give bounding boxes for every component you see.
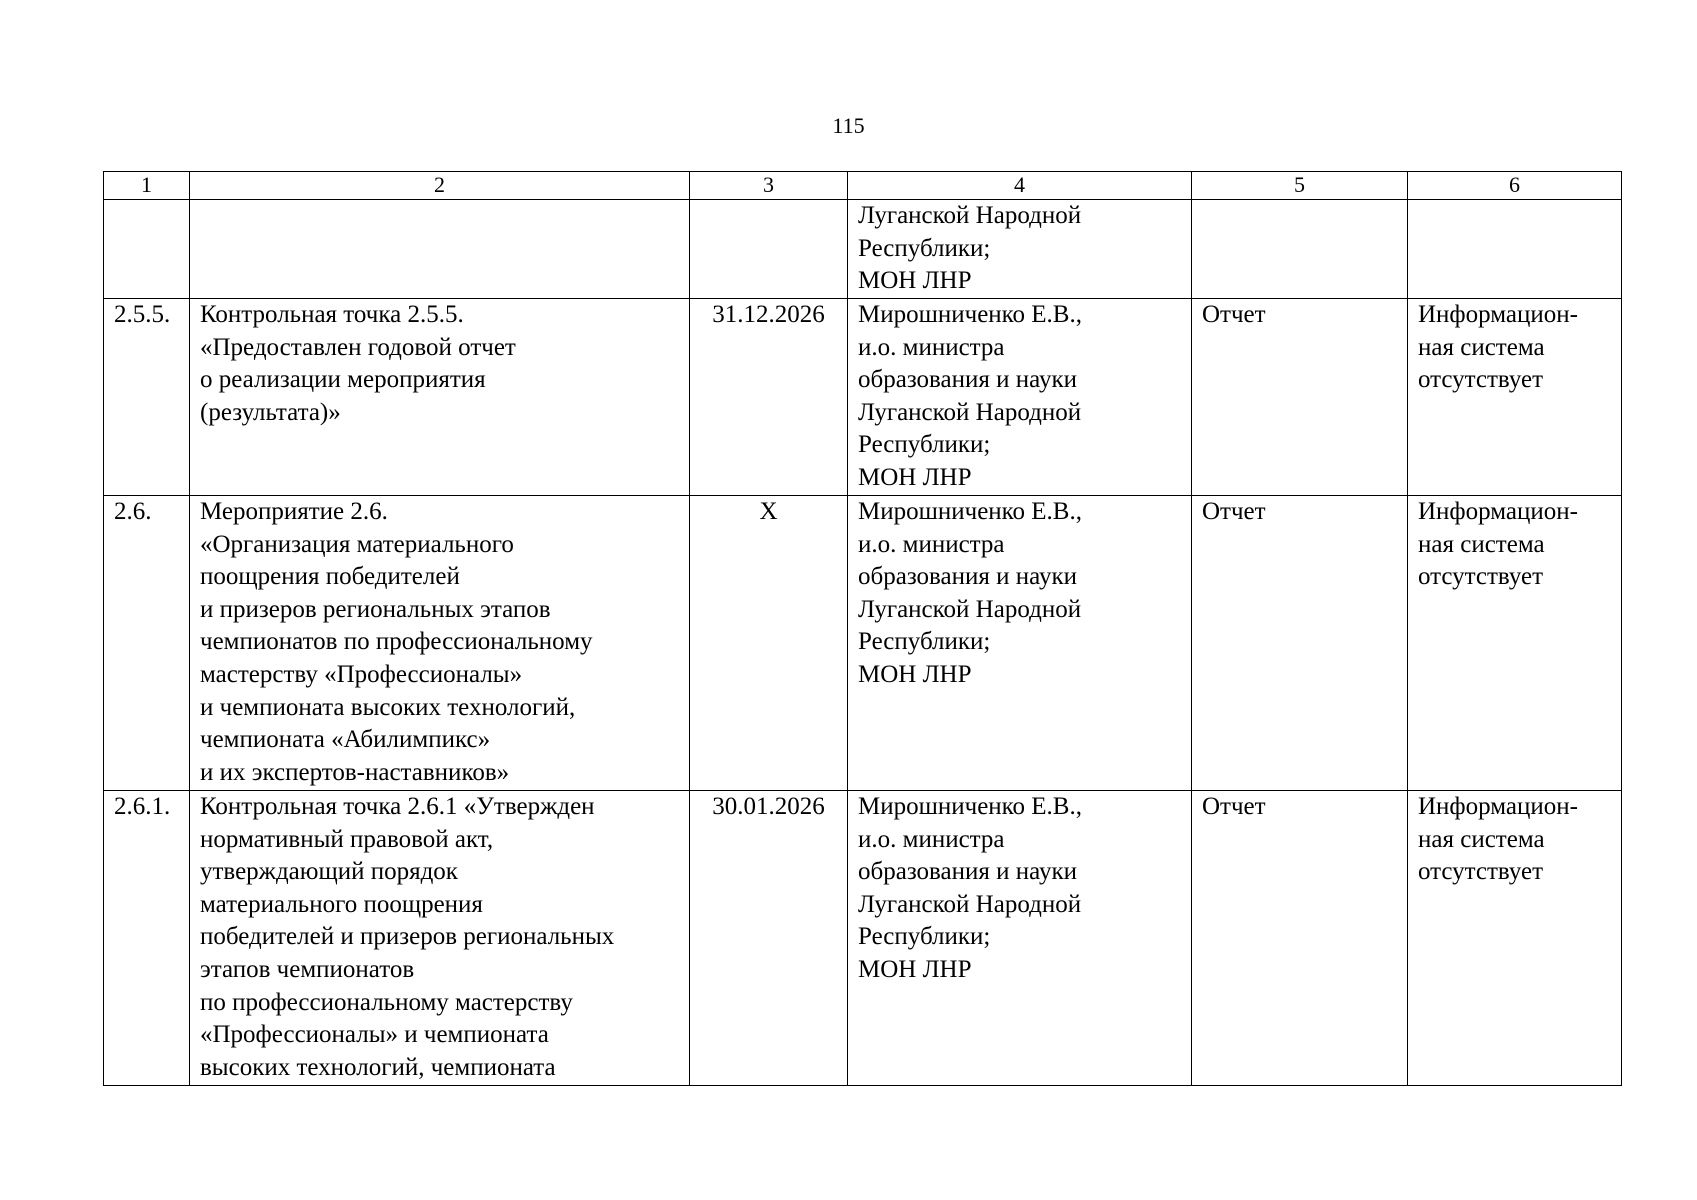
result-type: Отчет [1192, 496, 1408, 791]
result-type: Отчет [1192, 299, 1408, 496]
column-header-4: 4 [848, 172, 1192, 200]
table-row [104, 200, 1622, 299]
event-name: Мероприятие 2.6. «Организация материального поощрения победителей и призеров региональных этапов чемпионатов по профессиональному мастерству «Профессионалы» и чемпионата высоких технологий, чемпионата «Абилимпикс» и их экспертов-наставников» [190, 496, 690, 791]
column-header-1: 1 [104, 172, 190, 200]
row-number [104, 200, 190, 299]
table-row [104, 496, 1622, 791]
deadline-date [690, 200, 848, 299]
table-header-row [104, 172, 1622, 200]
responsible-person: Мирошниченко Е.В., и.о. министра образования и науки Луганской Народной Республики; МОН ЛНР [848, 299, 1192, 496]
result-type [1192, 200, 1408, 299]
table-row [104, 299, 1622, 496]
information-system: Информацион- ная система отсутствует [1408, 299, 1622, 496]
responsible-person: Луганской Народной Республики; МОН ЛНР [848, 200, 1192, 299]
event-name: Контрольная точка 2.6.1 «Утвержден нормативный правовой акт, утверждающий порядок материального поощрения победителей и призеров региональных этапов чемпионатов по профессиональному мастерству «Профессионалы» и чемпионата высоких технологий, чемпионата [190, 791, 690, 1086]
table-row [104, 791, 1622, 1086]
column-header-5: 5 [1192, 172, 1408, 200]
column-header-2: 2 [190, 172, 690, 200]
deadline-date: 30.01.2026 [690, 791, 848, 1086]
information-system: Информацион- ная система отсутствует [1408, 496, 1622, 791]
event-name [190, 200, 690, 299]
deadline-date: X [690, 496, 848, 791]
row-number: 2.5.5. [104, 299, 190, 496]
information-system: Информацион- ная система отсутствует [1408, 791, 1622, 1086]
responsible-person: Мирошниченко Е.В., и.о. министра образования и науки Луганской Народной Республики; МОН ЛНР [848, 496, 1192, 791]
row-number: 2.6.1. [104, 791, 190, 1086]
result-type: Отчет [1192, 791, 1408, 1086]
deadline-date: 31.12.2026 [690, 299, 848, 496]
column-header-3: 3 [690, 172, 848, 200]
plan-table [103, 171, 1622, 1086]
row-number: 2.6. [104, 496, 190, 791]
event-name: Контрольная точка 2.5.5. «Предоставлен годовой отчет о реализации мероприятия (результата)» [190, 299, 690, 496]
column-header-6: 6 [1408, 172, 1622, 200]
information-system [1408, 200, 1622, 299]
responsible-person: Мирошниченко Е.В., и.о. министра образования и науки Луганской Народной Республики; МОН ЛНР [848, 791, 1192, 1086]
page-number: 115 [832, 113, 865, 138]
